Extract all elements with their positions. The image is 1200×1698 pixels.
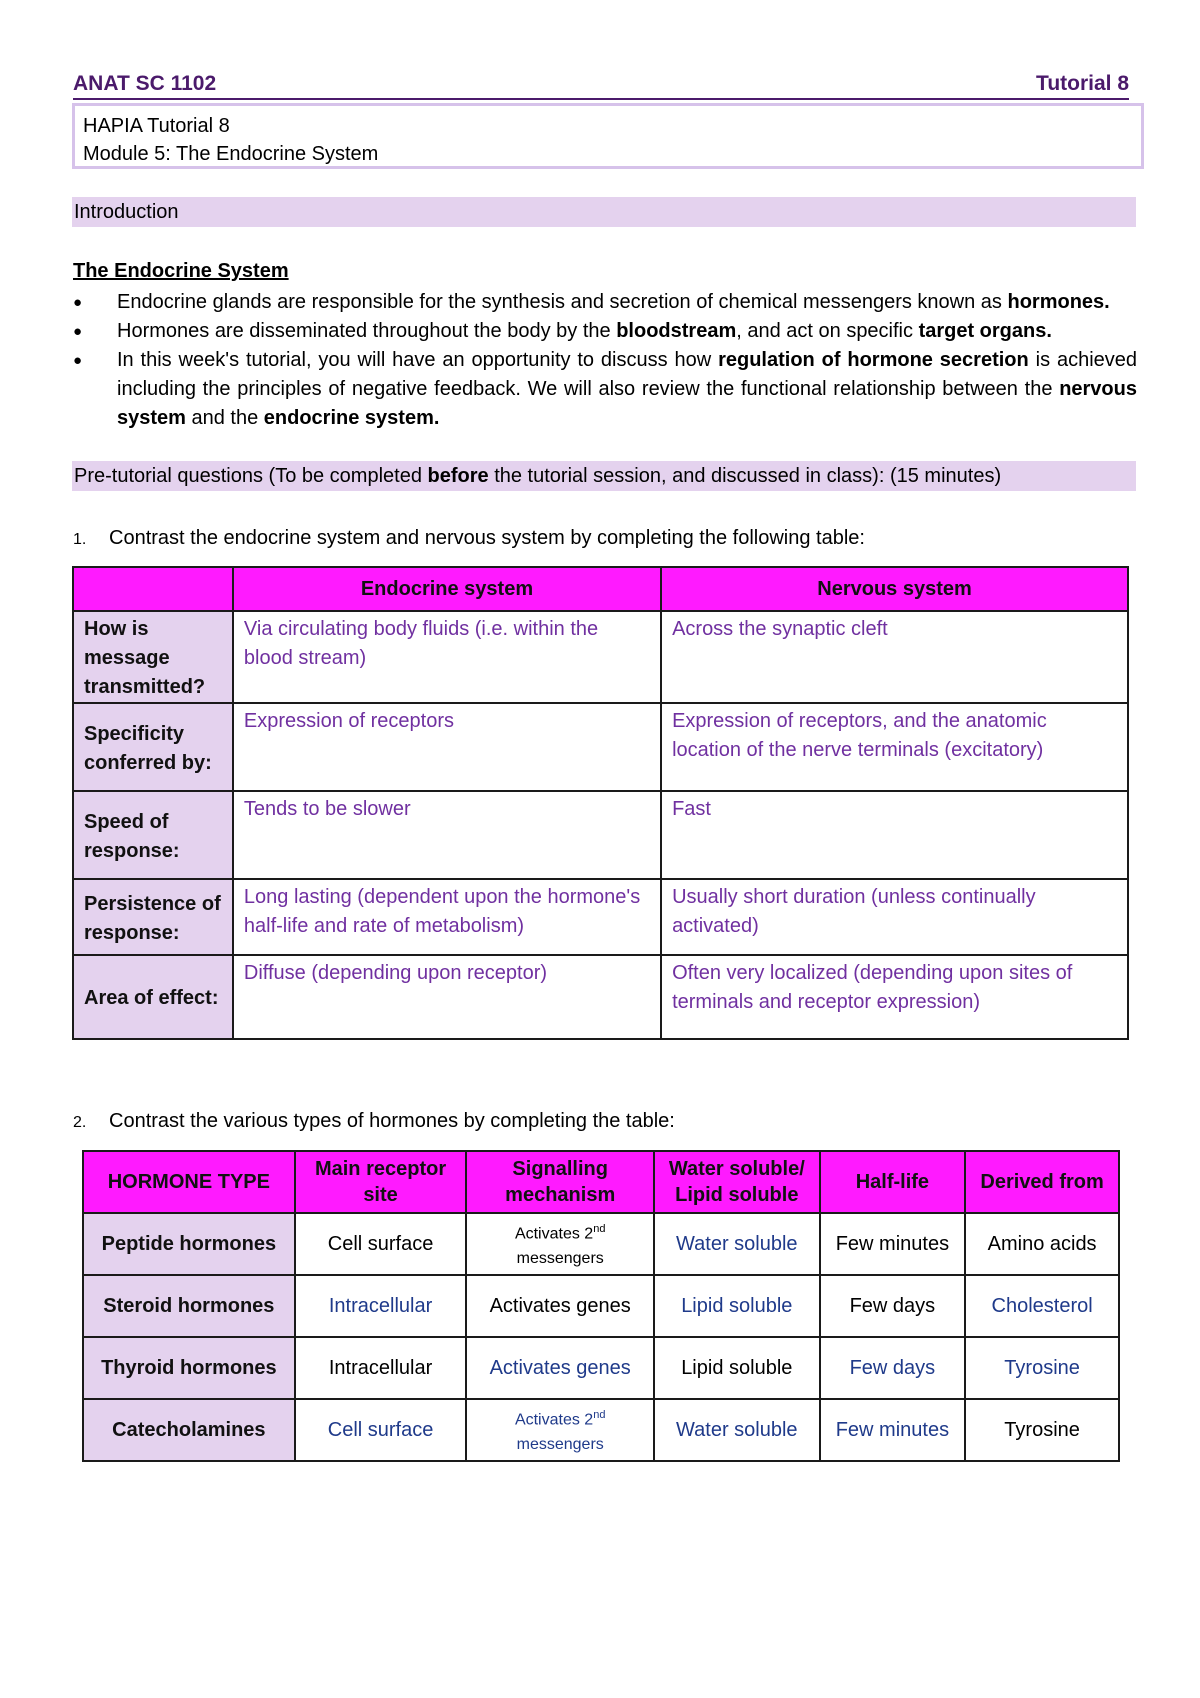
table-cell: Intracellular xyxy=(295,1275,467,1337)
bullet-item: ● Hormones are disseminated throughout the body by the bloodstream, and act on specific target organs. xyxy=(73,317,1137,346)
course-code: ANAT SC 1102 xyxy=(73,72,217,95)
column-header: Main receptor site xyxy=(295,1151,467,1213)
column-header: Signalling mechanism xyxy=(466,1151,654,1213)
table-cell: Few days xyxy=(820,1275,966,1337)
table-cell: Water soluble xyxy=(654,1213,820,1275)
table-row xyxy=(83,1337,1119,1399)
table-cell: Tyrosine xyxy=(965,1399,1119,1461)
question-number: 1. xyxy=(73,531,87,548)
hormone-type-cell: Catecholamines xyxy=(83,1399,295,1461)
table-cell: Amino acids xyxy=(965,1213,1119,1275)
table-row xyxy=(83,1213,1119,1275)
section-heading: The Endocrine System xyxy=(73,260,289,282)
table-cell: Tyrosine xyxy=(965,1337,1119,1399)
column-header: Derived from xyxy=(965,1151,1119,1213)
question-text: Contrast the various types of hormones by completing the table: xyxy=(109,1110,675,1132)
table-row xyxy=(73,791,1128,879)
header-divider xyxy=(73,98,1129,100)
table-row xyxy=(73,703,1128,791)
table-cell: Cell surface xyxy=(295,1399,467,1461)
table-cell: Lipid soluble xyxy=(654,1275,820,1337)
table-cell: Few minutes xyxy=(820,1213,966,1275)
hormone-type-cell: Peptide hormones xyxy=(83,1213,295,1275)
table-cell: Expression of receptors, and the anatomic location of the nerve terminals (excitatory) xyxy=(661,703,1128,791)
table-cell: Few minutes xyxy=(820,1399,966,1461)
table-cell: Diffuse (depending upon receptor) xyxy=(233,955,661,1039)
intro-bullet-list xyxy=(73,288,1137,433)
table-row xyxy=(83,1275,1119,1337)
table-header-row xyxy=(83,1151,1119,1213)
table-cell: Lipid soluble xyxy=(654,1337,820,1399)
pretutorial-bar: Pre-tutorial questions (To be completed before the tutorial session, and discussed in class): (15 minutes) xyxy=(72,461,1136,491)
table-cell: Long lasting (dependent upon the hormone's half-life and rate of metabolism) xyxy=(233,879,661,955)
table-cell: Intracellular xyxy=(295,1337,467,1399)
module-title: Module 5: The Endocrine System xyxy=(83,143,379,165)
column-header: Half-life xyxy=(820,1151,966,1213)
introduction-bar: Introduction xyxy=(72,197,1136,227)
table-cell: Tends to be slower xyxy=(233,791,661,879)
table-cell: Fast xyxy=(661,791,1128,879)
table-row xyxy=(83,1399,1119,1461)
hormone-type-cell: Thyroid hormones xyxy=(83,1337,295,1399)
table-row xyxy=(73,879,1128,955)
hormone-type-cell: Steroid hormones xyxy=(83,1275,295,1337)
column-header: Nervous system xyxy=(661,567,1128,611)
table-cell: Water soluble xyxy=(654,1399,820,1461)
row-label: Specificity conferred by: xyxy=(73,703,233,791)
column-header: Endocrine system xyxy=(233,567,661,611)
row-label: Persistence of response: xyxy=(73,879,233,955)
table-cell: Activates genes xyxy=(466,1337,654,1399)
question-text: Contrast the endocrine system and nervous system by completing the following table: xyxy=(109,527,865,549)
row-label: How is message transmitted? xyxy=(73,611,233,703)
question-1 xyxy=(73,527,865,550)
row-label: Area of effect: xyxy=(73,955,233,1039)
page-header xyxy=(73,72,1129,100)
table-cell: Expression of receptors xyxy=(233,703,661,791)
table-cell: Activates genes xyxy=(466,1275,654,1337)
endocrine-vs-nervous-table xyxy=(72,566,1129,1040)
table-row xyxy=(73,611,1128,703)
column-header: HORMONE TYPE xyxy=(83,1151,295,1213)
tutorial-label: Tutorial 8 xyxy=(1036,72,1129,95)
table-cell: Via circulating body fluids (i.e. within the blood stream) xyxy=(233,611,661,703)
table-row xyxy=(73,955,1128,1039)
table-cell: Activates 2nd messengers xyxy=(466,1399,654,1461)
title-box xyxy=(72,103,1144,169)
column-header: Water soluble/ Lipid soluble xyxy=(654,1151,820,1213)
row-label: Speed of response: xyxy=(73,791,233,879)
table-cell: Usually short duration (unless continually activated) xyxy=(661,879,1128,955)
table-cell: Often very localized (depending upon sites of terminals and receptor expression) xyxy=(661,955,1128,1039)
table-cell: Few days xyxy=(820,1337,966,1399)
bullet-item: ● Endocrine glands are responsible for the synthesis and secretion of chemical messengers known as hormones. xyxy=(73,288,1137,317)
table-cell: Activates 2nd messengers xyxy=(466,1213,654,1275)
question-number: 2. xyxy=(73,1114,87,1131)
table-cell: Across the synaptic cleft xyxy=(661,611,1128,703)
hormone-types-table xyxy=(82,1150,1120,1462)
corner-cell xyxy=(73,567,233,611)
tutorial-title: HAPIA Tutorial 8 xyxy=(83,115,230,137)
table-cell: Cell surface xyxy=(295,1213,467,1275)
question-2 xyxy=(73,1110,675,1133)
table-cell: Cholesterol xyxy=(965,1275,1119,1337)
bullet-item: ● In this week's tutorial, you will have an opportunity to discuss how regulation of hormone secretion is achieved including the principles of negative feedback. We will also review the functional relationship between the nervous system and the endocrine system. xyxy=(73,346,1137,433)
table-header-row xyxy=(73,567,1128,611)
